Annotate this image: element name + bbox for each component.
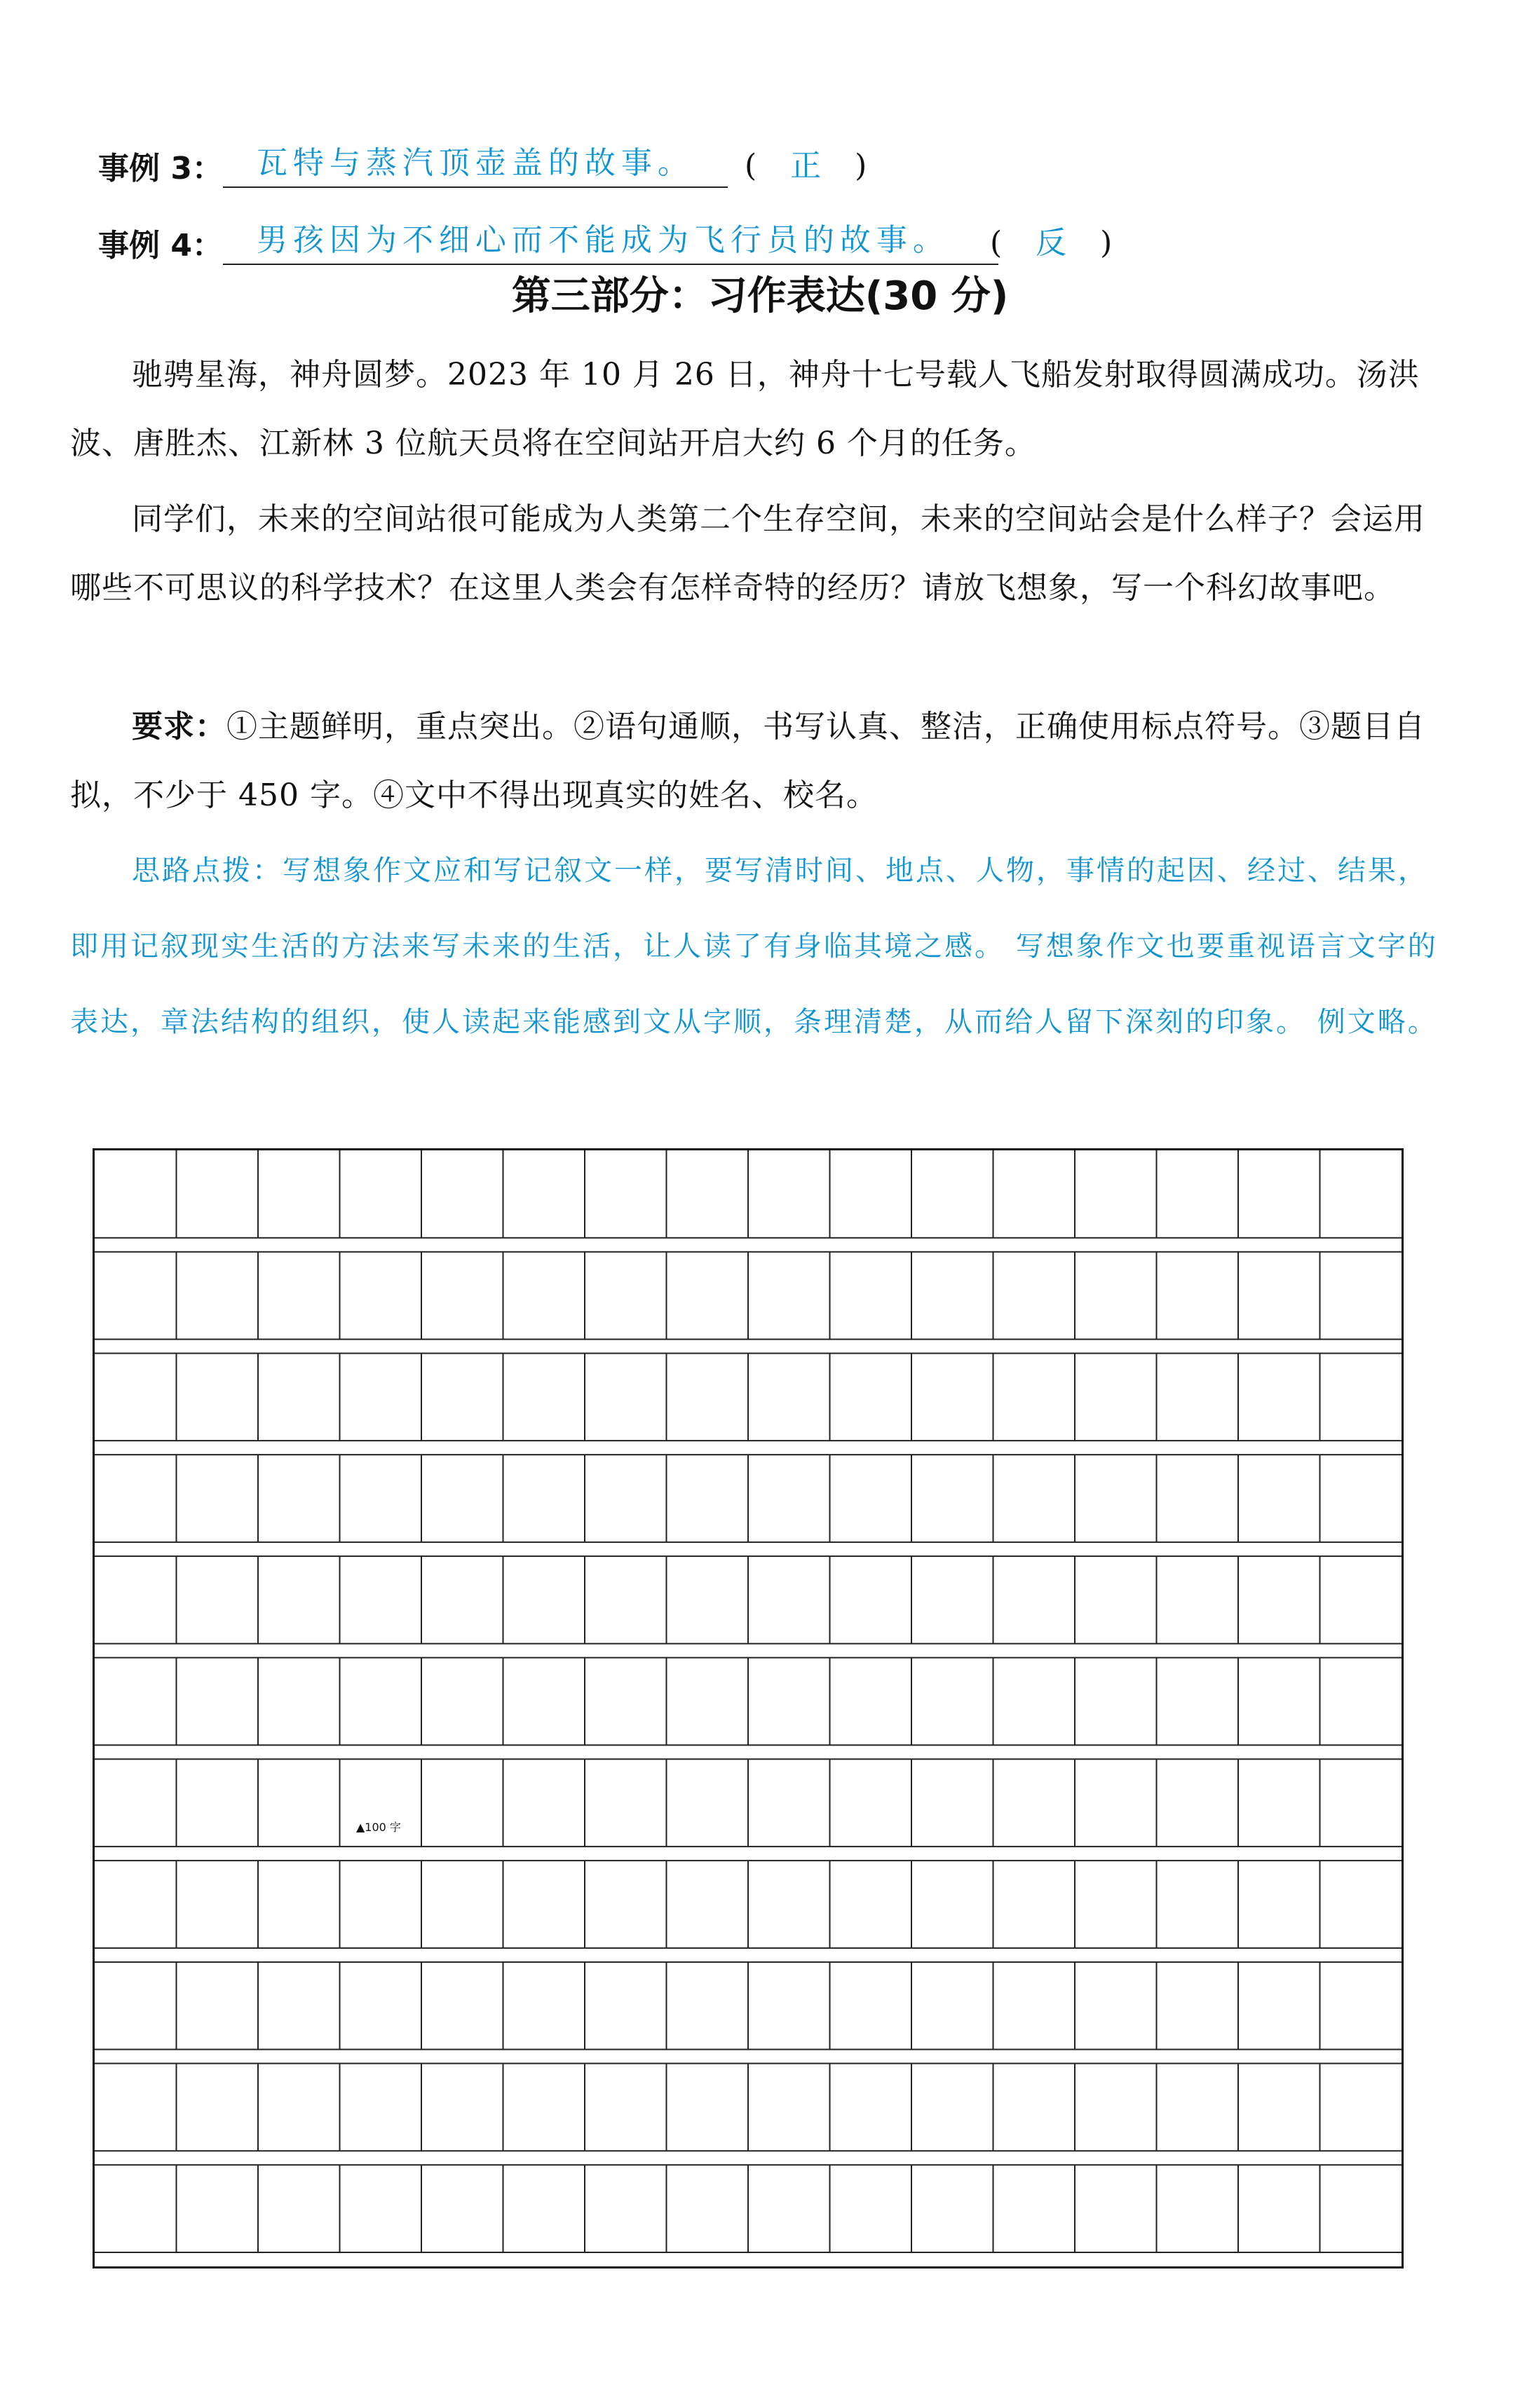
requirements-label: 要求： <box>132 709 226 744</box>
grid-lines <box>95 1150 1402 2266</box>
verdict-parens: ( 反 ) <box>990 225 1113 261</box>
answer-text: 男孩因为不细心而不能成为飞行员的故事。 <box>256 222 949 258</box>
intro-paragraph: 驰骋星海，神舟圆梦。2023 年 10 月 26 日，神舟十七号载人飞船发射取得圆满成功。汤洪波、唐胜杰、江新林 3 位航天员将在空间站开启大约 6 个月的任务。 <box>70 357 1420 461</box>
example-row-4 <box>98 202 998 265</box>
example-label: 事例 3： <box>98 151 223 186</box>
verdict-answer: 反 <box>1036 225 1067 261</box>
requirements-paragraph <box>70 693 1443 830</box>
word-count-marker: ▲100 字 <box>356 1821 401 1834</box>
hint-text: 写想象作文应和写记叙文一样，要写清时间、地点、人物，事情的起因、经过、结果，即用记叙现实生活的方法来写未来的生活，让人读了有身临其境之感。 写想象作文也要重视语言文字的表达，章法结构的组织，使人读起来能感到文从字顺，条理清楚，从而给人留下深刻的印象。 例文略。 <box>70 855 1438 1038</box>
writing-hint <box>70 833 1443 1060</box>
example-label: 事例 4： <box>98 228 223 264</box>
section-title: 第三部分：习作表达(30 分) <box>511 273 1009 319</box>
answer-text: 瓦特与蒸汽顶壶盖的故事。 <box>256 145 694 181</box>
verdict-answer: 正 <box>790 148 822 184</box>
composition-grid[interactable] <box>93 1148 1404 2268</box>
verdict-parens: ( 正 ) <box>745 148 867 184</box>
example-row-3 <box>98 125 728 188</box>
answer-blank[interactable] <box>223 220 998 265</box>
prompt-paragraph: 同学们，未来的空间站很可能成为人类第二个生存空间，未来的空间站会是什么样子？会运用哪些不可思议的科学技术？在这里人类会有怎样奇特的经历？请放飞想象，写一个科幻故事吧。 <box>70 501 1425 606</box>
requirements-text: ①主题鲜明，重点突出。②语句通顺，书写认真、整洁，正确使用标点符号。③题目自拟，不少于 450 字。④文中不得出现真实的姓名、校名。 <box>70 709 1425 813</box>
hint-label: 思路点拨： <box>132 855 283 887</box>
answer-blank[interactable] <box>223 143 728 188</box>
